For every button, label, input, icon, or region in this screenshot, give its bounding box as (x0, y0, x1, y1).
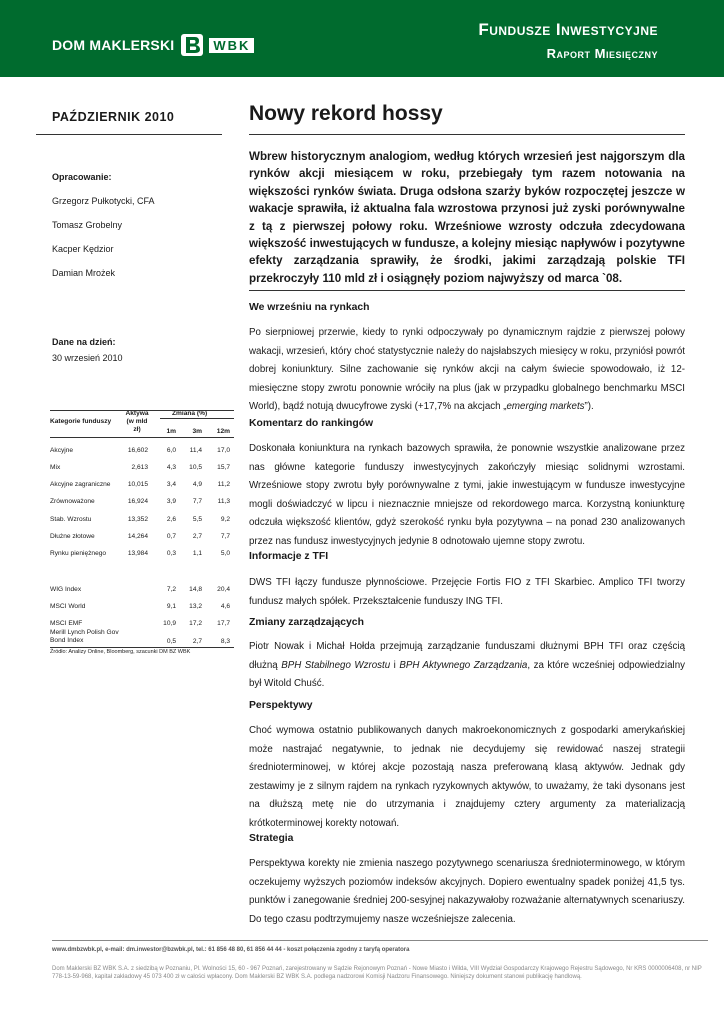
section-heading: We wrześniu na rynkach (249, 302, 370, 313)
col-category: Kategorie funduszy (50, 418, 112, 425)
footer-contact: www.dmbzwbk.pl, e-mail: dm.inwestor@bzwbk.pl, tel.: 61 856 48 80, 61 856 44 44 - koszt połączenia zgodny z taryfą operatora (52, 947, 410, 953)
brand-logo (52, 34, 254, 56)
footer-divider (52, 940, 708, 941)
data-date: 30 wrzesień 2010 (52, 353, 123, 363)
divider (36, 134, 222, 135)
section-heading: Zmiany zarządzających (249, 617, 364, 628)
divider (249, 134, 685, 135)
page-title: Nowy rekord hossy (249, 102, 443, 125)
brand-wbk: WBK (209, 38, 254, 53)
report-title: Fundusze Inwestycyjne (478, 20, 658, 39)
col-assets: Aktywa (w mld zł) (125, 410, 149, 433)
brand-name: DOM MAKLERSKI (52, 37, 175, 53)
col-change: Zmiana (%) (172, 410, 208, 417)
section-body: Choć wymowa ostatnio publikowanych danych makroekonomicznych z gospodarki amerykańskiej może nastrajać negatywnie, to jednak nie decydujemy się rewidować naszej strategii średnioterminowej, w której akcje pozostają nasza preferowaną klasą aktywów. Jednak gdy zestawimy je z silnym rajdem na rynkach ryzykownych aktywów, to uważamy, że taki dysonans jest na dłuższą metę nie do utrzymania i znajdujemy cztery argumenty za materializacją krótkoterminowej korekty notowań. (249, 725, 685, 829)
report-date: PAŹDZIERNIK 2010 (52, 110, 175, 124)
header-bar (0, 0, 724, 77)
table-source: Źródło: Analizy Online, Bloomberg, szacunki DM BZ WBK (50, 649, 191, 655)
bz-logo-icon (181, 34, 203, 56)
data-date-heading: Dane na dzień: (52, 337, 116, 347)
footer-legal: Dom Maklerski BZ WBK S.A. z siedzibą w Poznaniu, Pl. Wolności 15, 60 - 967 Poznań, zarejestrowany w Sądzie Rejonowym Poznań - Nowe Miasto i Wilda, VIII Wydział Gospodarczy Krajowego Rejestru Sądowego, Nr KRS 0000006408, nr NIP 778-13-59-968, kapitał zakładowy 45 073 400 zł w całości wpłacony. Dom Maklerski BZ WBK S.A. podlega nadzorowi Komisji Nadzoru Finansowego. Niniejszy dokument stanowi publikację handlową. (52, 966, 702, 980)
author-name: Damian Mrożek (52, 268, 116, 278)
col-12m: 12m (216, 428, 230, 435)
table-header (50, 410, 234, 440)
author-name: Tomasz Grobelny (52, 220, 123, 230)
section-heading: Komentarz do rankingów (249, 418, 374, 429)
section-heading: Perspektywy (249, 700, 313, 711)
divider (249, 290, 685, 291)
author-name: Grzegorz Pułkotycki, CFA (52, 196, 155, 206)
section-heading: Strategia (249, 833, 294, 844)
section-body: Piotr Nowak i Michał Hołda przejmują zarządzanie funduszami dłużnymi BPH TFI oraz częścią dłużną BPH Stabilnego Wzrostu i BPH Aktywnego Zarządzania, za które wcześniej odpowiedzialny był Witold Chuść. (249, 641, 685, 690)
col-3m: 3m (192, 428, 202, 435)
section-body: Perspektywa korekty nie zmienia naszego pozytywnego scenariusza średnioterminowego, w którym oczekujemy wyższych poziomów indeksów akcyjnych. Dopiero ewentualny spadek poniżej 41,5 tys. punktów i zanegowanie średniej 200-sesyjnej nakazywałoby rozważanie alternatywnych scenariuszy. Do tego czasu podtrzymujemy nasze wcześniejsze zalecenia. (249, 858, 685, 925)
section-body: DWS TFI łączy fundusze płynnościowe. Przejęcie Fortis FIO z TFI Skarbiec. Amplico TFI tworzy fundusz małych spółek. Przekształcenie funduszy ING TFI. (249, 577, 685, 607)
author-name: Kacper Kędzior (52, 244, 114, 254)
col-1m: 1m (166, 428, 176, 435)
lead-paragraph: Wbrew historycznym analogiom, według których wrzesień jest najgorszym dla rynków akcji miesiącem w roku, przebiegały tym razem notowania na większości rynków świata. Druga odsłona szarży byków rozpoczętej jeszcze w wakacje sprawiła, iż aktualna fala wzrostowa przynosi już zyski porównywalne z tą z pierwszej połowy roku. Wrześniowe wzrosty odczuła zdecydowana większość inwestujących w fundusze, a kolejny miesiąc napływów i pozytywne efekty zarządzania sprawiły, że środki, jakimi zarządzają polskie TFI przekroczyły 110 mld zł i osiągnęły poziom najwyższy od marca `08. (249, 150, 685, 285)
section-body: Po sierpniowej przerwie, kiedy to rynki odpoczywały po dynamicznym rajdzie z pierwszej połowy wakacji, wrzesień, który choć statystycznie należy do najsłabszych miesięcy w roku, przyniósł powrót dobrej koniunktury. Silne zachowanie się rynków akcji na całym świecie spowodowało, iż 12-miesięczne stopy zwrotu ponownie wróciły na plus (jak w przypadku globalnego benchmarku MSCI World), bądź notują dwucyfrowe zyski (+17,7% na akcjach „emerging markets”). (249, 327, 685, 413)
section-heading: Informacje z TFI (249, 551, 329, 562)
section-body: Doskonała koniunktura na rynkach bazowych sprawiła, że ponownie wszystkie analizowane przez nas główne kategorie funduszy inwestycyjnych zakończyły miesiąc solidnymi wzrostami. Wrześniowe stopy zwrotu były porównywalne z tymi, jakie inwestującym w fundusze inwestycyjne mogli doświadczyć w lipcu i nieznacznie mniejsze od rekordowego marca. Korzystną koniunkturę odczuła większość klientów, gdyż szerokość rynku była pozytywna – na ponad 230 analizowanych przez nas fundusz inwestycyjnych jedynie 8 odnotowało ujemne stopy zwrotu. (249, 443, 685, 547)
authors-heading: Opracowanie: (52, 172, 112, 182)
report-subtitle: Raport Miesięczny (546, 46, 658, 61)
